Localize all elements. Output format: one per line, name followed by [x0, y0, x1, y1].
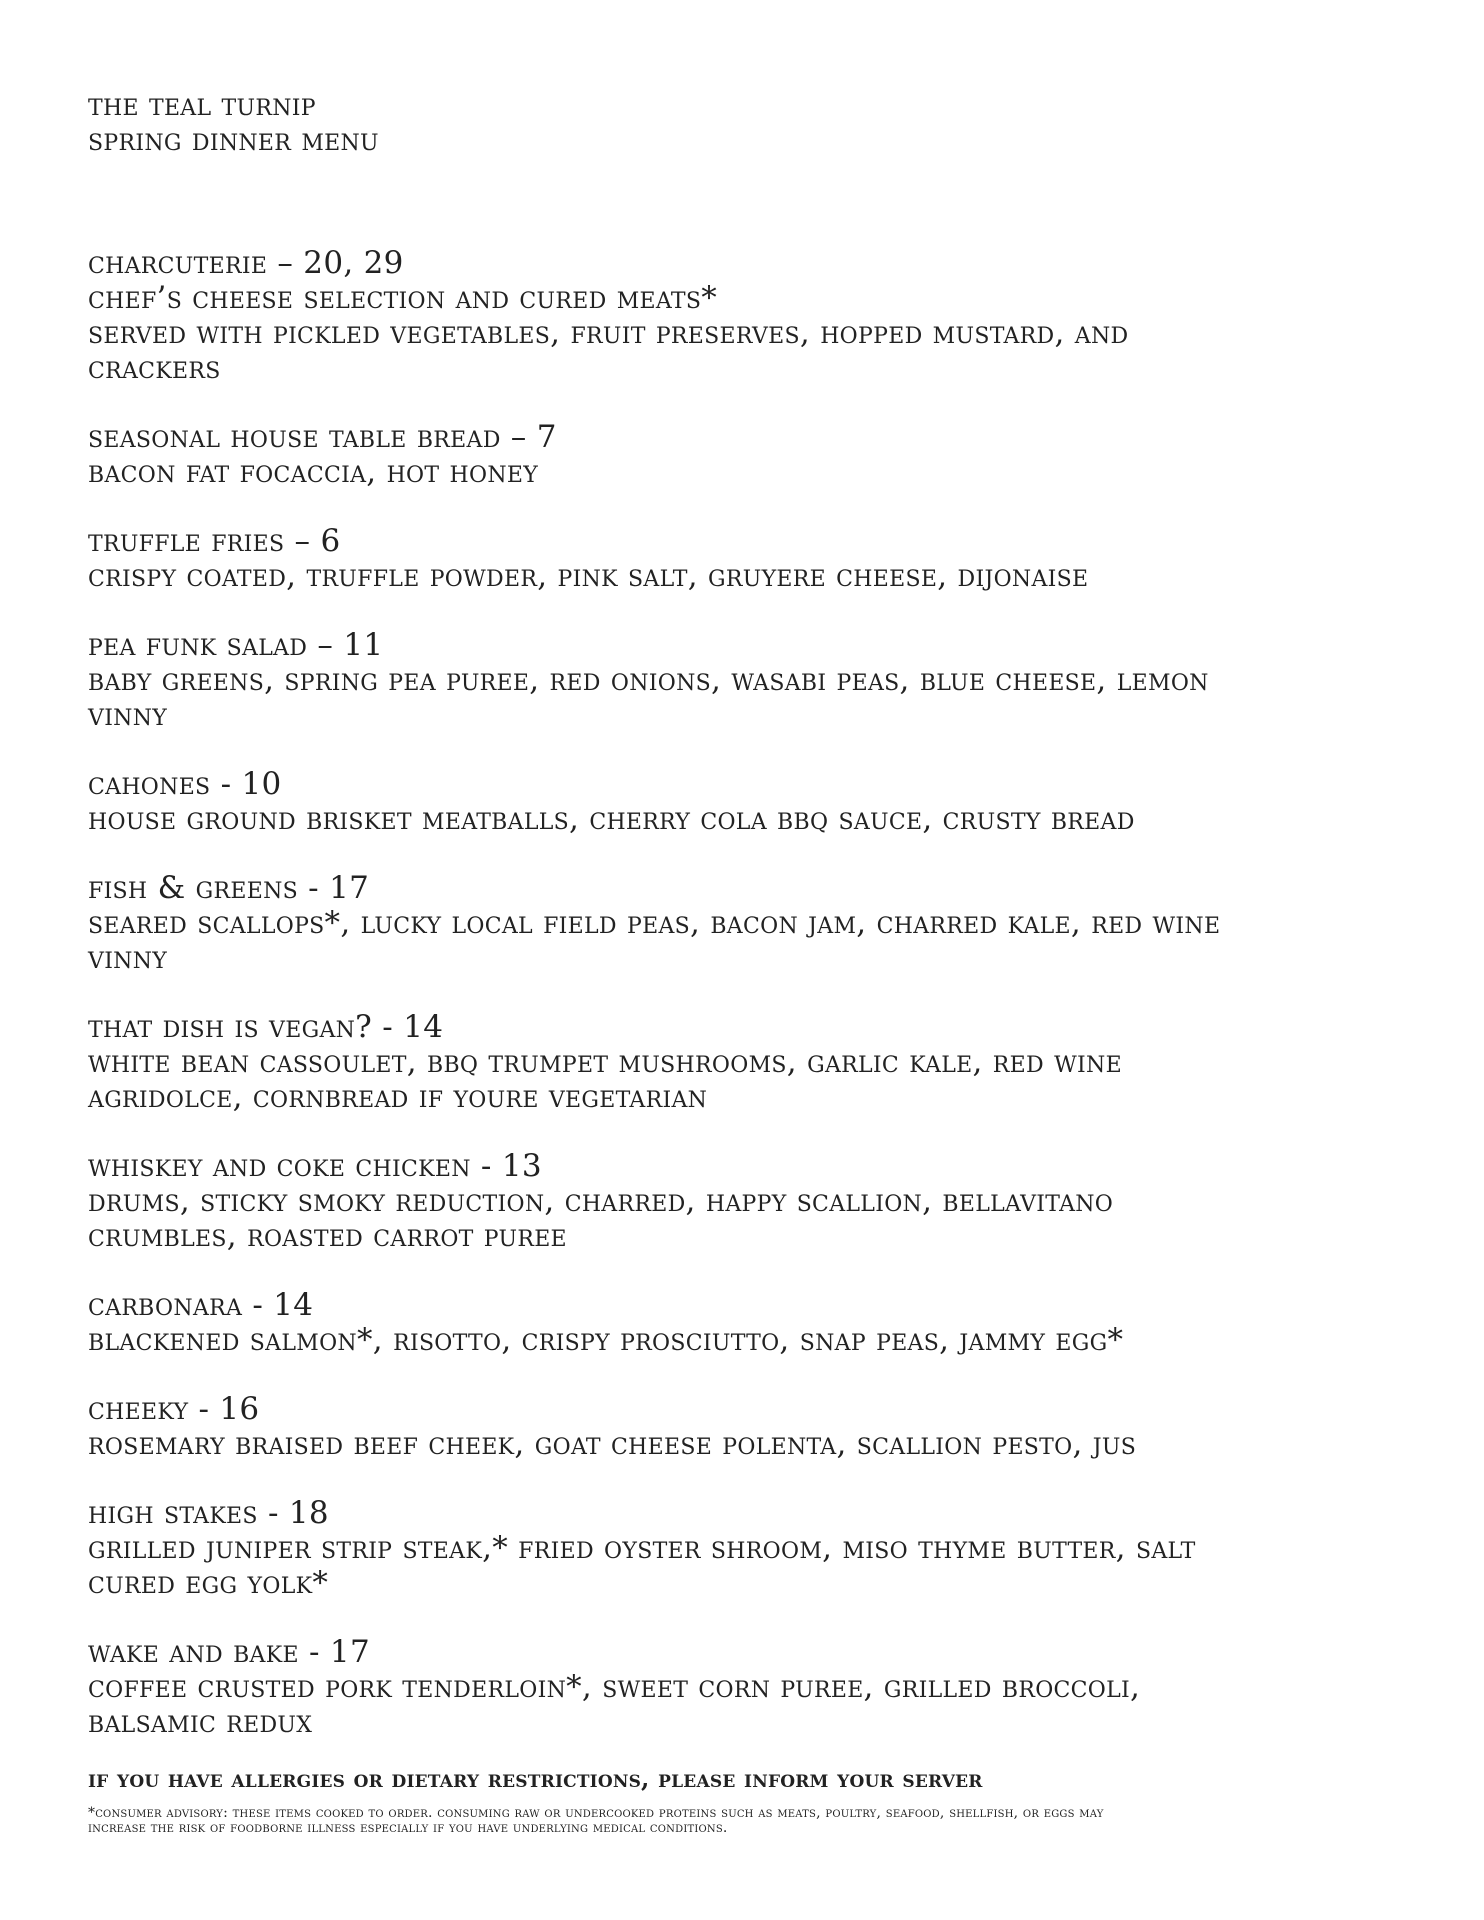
- menu-item: [88, 420, 1418, 490]
- menu-page: [88, 88, 1418, 1836]
- menu-item: [88, 871, 1418, 976]
- menu-item-title: seasonal house table bread – 7: [88, 419, 557, 455]
- menu-item-description-line: chef’s cheese selection and cured meats*: [88, 280, 718, 316]
- menu-item-description-line: house ground brisket meatballs, cherry cola bbq sauce, crusty bread: [88, 801, 1135, 837]
- menu-item-description-line: seared scallops*, lucky local field peas, bacon jam, charred kale, red wine: [88, 905, 1221, 941]
- menu-item-description-line: balsamic redux: [88, 1704, 313, 1740]
- menu-item: [88, 628, 1418, 733]
- menu-item: [88, 1635, 1418, 1740]
- restaurant-name: the teal turnip: [88, 87, 316, 123]
- allergy-notice: if you have allergies or dietary restrictions, please inform your server: [88, 1764, 983, 1793]
- menu-item-title: carbonara - 14: [88, 1287, 314, 1323]
- menu-item-description-line: bacon fat focaccia, hot honey: [88, 454, 539, 490]
- menu-item-title: charcuterie – 20, 29: [88, 245, 404, 281]
- menu-item-description-line: crispy coated, truffle powder, pink salt, gruyere cheese, dijonaise: [88, 558, 1089, 594]
- menu-item: [88, 1392, 1418, 1462]
- menu-name: spring dinner menu: [88, 122, 379, 158]
- menu-item: [88, 1149, 1418, 1254]
- menu-item-description-line: agridolce, cornbread if youre vegetarian: [88, 1079, 708, 1115]
- menu-item: [88, 1288, 1418, 1358]
- menu-item-description-line: vinny: [88, 940, 168, 976]
- consumer-advisory: [88, 1806, 1338, 1836]
- menu-item-description-line: served with pickled vegetables, fruit preserves, hopped mustard, and: [88, 315, 1129, 351]
- menu-items-list: [88, 246, 1418, 1740]
- menu-footer: [88, 1764, 1418, 1836]
- menu-item: [88, 246, 1418, 386]
- menu-item-description-line: crumbles, roasted carrot puree: [88, 1218, 567, 1254]
- menu-item-description-line: grilled juniper strip steak,* fried oyster shroom, miso thyme butter, salt: [88, 1530, 1196, 1566]
- menu-item-description-line: blackened salmon*, risotto, crispy prosciutto, snap peas, jammy egg*: [88, 1322, 1124, 1358]
- menu-item-title: cheeky - 16: [88, 1391, 260, 1427]
- menu-item-title: high stakes - 18: [88, 1495, 329, 1531]
- menu-item-description-line: white bean cassoulet, bbq trumpet mushrooms, garlic kale, red wine: [88, 1044, 1122, 1080]
- menu-item: [88, 1010, 1418, 1115]
- menu-item-description-line: baby greens, spring pea puree, red onions, wasabi peas, blue cheese, lemon: [88, 662, 1209, 698]
- menu-header: [88, 88, 1418, 158]
- advisory-line: *consumer advisory: these items cooked to order. consuming raw or undercooked proteins such as meats, poultry, seafood, shellfish, or eggs may: [88, 1805, 1104, 1821]
- menu-item-description-line: cured egg yolk*: [88, 1565, 329, 1601]
- menu-item-title: wake and bake - 17: [88, 1634, 370, 1670]
- menu-item-title: pea funk salad – 11: [88, 627, 384, 663]
- menu-item-description-line: drums, sticky smoky reduction, charred, happy scallion, bellavitano: [88, 1183, 1114, 1219]
- menu-item-title: cahones - 10: [88, 766, 282, 802]
- menu-item-description-line: rosemary braised beef cheek, goat cheese polenta, scallion pesto, jus: [88, 1426, 1137, 1462]
- menu-item: [88, 767, 1418, 837]
- menu-item-description-line: vinny: [88, 697, 168, 733]
- menu-item-description-line: crackers: [88, 350, 221, 386]
- menu-item-title: fish & greens - 17: [88, 870, 370, 906]
- menu-item-title: whiskey and coke chicken - 13: [88, 1148, 542, 1184]
- menu-item: [88, 1496, 1418, 1601]
- menu-item-title: truffle fries – 6: [88, 523, 341, 559]
- menu-item: [88, 524, 1418, 594]
- advisory-line: increase the risk of foodborne illness especially if you have underlying medical conditions.: [88, 1820, 728, 1836]
- menu-item-title: that dish is vegan? - 14: [88, 1009, 444, 1045]
- menu-item-description-line: coffee crusted pork tenderloin*, sweet corn puree, grilled broccoli,: [88, 1669, 1141, 1705]
